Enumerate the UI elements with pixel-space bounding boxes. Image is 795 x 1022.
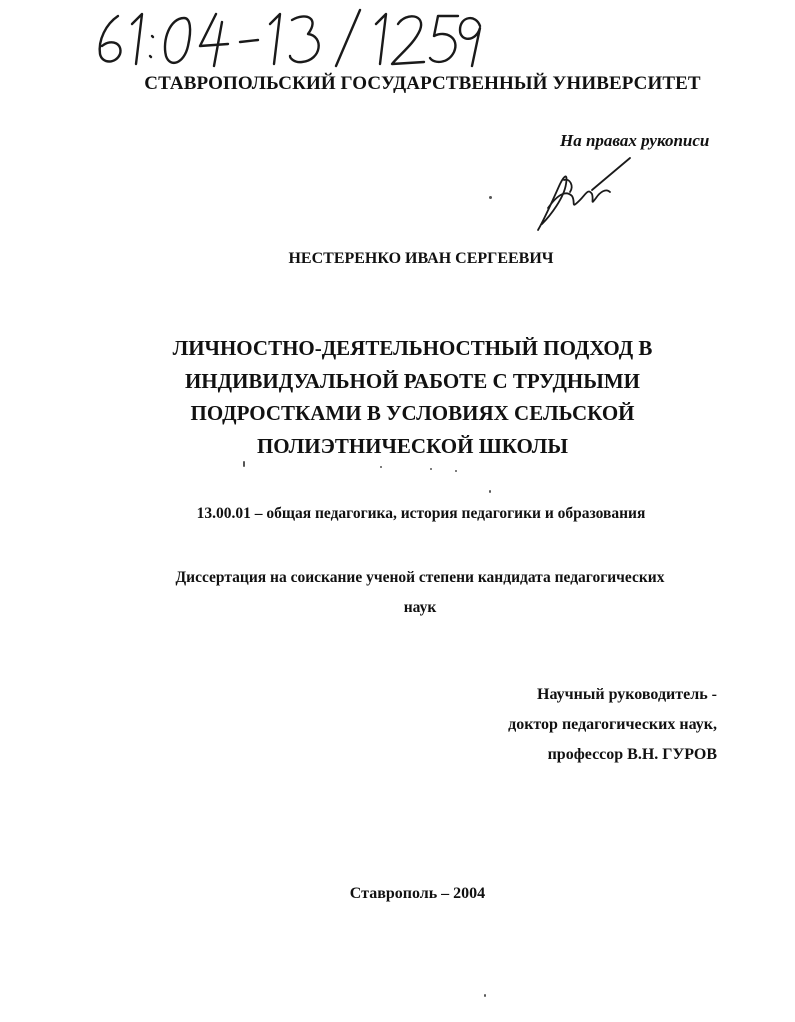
scan-speck — [489, 490, 491, 493]
title-line: ИНДИВИДУАЛЬНОЙ РАБОТЕ С ТРУДНЫМИ — [184, 368, 641, 393]
handwritten-archive-number — [92, 6, 482, 68]
title-line: ПОДРОСТКАМИ В УСЛОВИЯХ СЕЛЬСКОЙ — [190, 401, 635, 425]
dissertation-line: Диссертация на соискание ученой степени кандидата педагогических — [175, 569, 665, 586]
dissertation-line: наук — [403, 599, 437, 616]
scan-speck — [430, 468, 432, 470]
specialty-code: 13.00.01 – общая педагогика, история педагогики и образования — [196, 505, 646, 522]
supervisor-degree: доктор педагогических наук, — [508, 716, 717, 733]
scan-speck — [455, 470, 457, 472]
supervisor-block — [508, 680, 717, 770]
scan-speck — [484, 994, 486, 997]
university-name: СТАВРОПОЛЬСКИЙ ГОСУДАРСТВЕННЫЙ УНИВЕРСИТЕТ — [144, 73, 701, 94]
title-line: ЛИЧНОСТНО-ДЕЯТЕЛЬНОСТНЫЙ ПОДХОД В — [172, 336, 653, 360]
scan-speck — [489, 196, 492, 199]
city-year: Ставрополь – 2004 — [349, 885, 486, 902]
supervisor-name: профессор В.Н. ГУРОВ — [547, 746, 717, 763]
archive-number-handwriting — [92, 6, 482, 68]
handwritten-signature — [530, 150, 640, 235]
scan-speck — [380, 466, 382, 468]
scan-speck — [243, 461, 245, 467]
dissertation-statement — [0, 563, 795, 623]
rights-note: На правах рукописи — [560, 131, 710, 150]
title-line: ПОЛИЭТНИЧЕСКОЙ ШКОЛЫ — [256, 433, 569, 458]
author-name: НЕСТЕРЕНКО ИВАН СЕРГЕЕВИЧ — [288, 250, 554, 267]
dissertation-title — [0, 332, 795, 462]
supervisor-role: Научный руководитель - — [537, 686, 717, 703]
